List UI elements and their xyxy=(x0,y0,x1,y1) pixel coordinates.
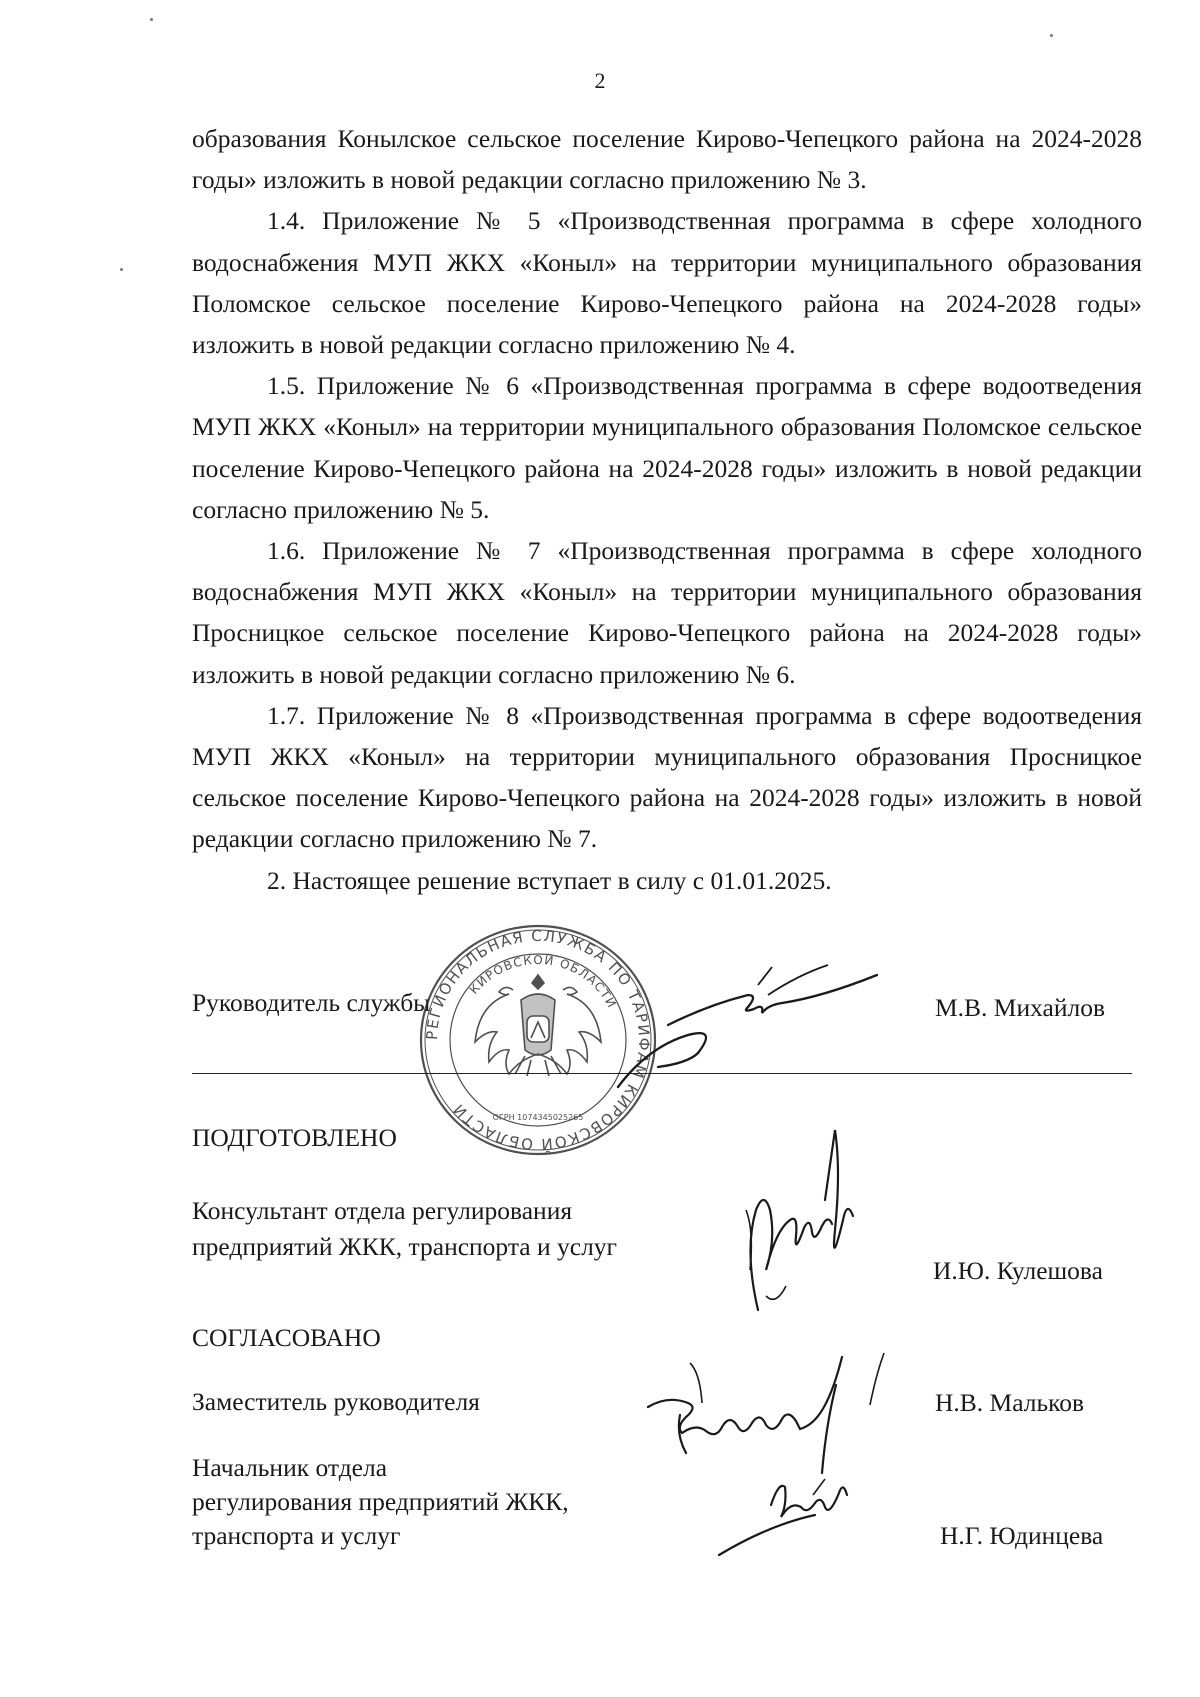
chief-signature xyxy=(715,1475,875,1560)
chief-name: Н.Г. Юдинцева xyxy=(940,1521,1104,1550)
page-number: 2 xyxy=(594,68,606,93)
deputy-title: Заместитель руководителя xyxy=(192,1387,480,1416)
chief-title-line2: регулирования предприятий ЖКК, xyxy=(192,1487,569,1516)
agreed-heading: СОГЛАСОВАНО xyxy=(192,1323,381,1352)
paragraph-1-5: 1.5. Приложение № 6 «Производственная программа в сфере водоотведения МУП ЖКХ «Коныл» на территории муниципального образования Поломское сельское поселение Кирово-Чепецкого района на 2024-2028 годы» изложить в новой редакции согласно приложению № 5. xyxy=(192,371,1142,524)
head-signature xyxy=(608,955,898,1095)
prepared-name: И.Ю. Кулешова xyxy=(933,1256,1103,1285)
seal-inner-text: КИРОВСКОЙ ОБЛАСТИ xyxy=(466,952,620,1011)
head-title: Руководитель службы xyxy=(192,988,431,1017)
prepared-title-line1: Консультант отдела регулирования xyxy=(192,1196,573,1225)
prepared-heading: ПОДГОТОВЛЕНО xyxy=(192,1123,397,1152)
chief-title-line3: транспорта и услуг xyxy=(192,1521,401,1550)
prepared-title-line2: предприятий ЖКК, транспорта и услуг xyxy=(192,1232,618,1261)
chief-title-line1: Начальник отдела xyxy=(192,1453,388,1482)
deputy-name: Н.В. Мальков xyxy=(935,1388,1085,1417)
head-name: М.В. Михайлов xyxy=(935,993,1106,1022)
paragraph-1-7: 1.7. Приложение № 8 «Производственная программа в сфере водоотведения МУП ЖКХ «Коныл» на территории муниципального образования Просницкое сельское поселение Кирово-Чепецкого района на 2024-2028 годы» изложить в новой редакции согласно приложению № 7. xyxy=(192,700,1142,854)
paragraph-continuation: образования Конылское сельское поселение Кирово-Чепецкого района на 2024-2028 годы» изложить в новой редакции согласно приложению № 3. xyxy=(192,124,1142,195)
scan-speck xyxy=(150,18,153,21)
seal-number-text: ОГРН 1074345025265 xyxy=(492,1113,584,1122)
coat-of-arms-eagle-icon xyxy=(475,975,601,1076)
scan-speck xyxy=(1050,34,1053,37)
paragraph-1-6: 1.6. Приложение № 7 «Производственная программа в сфере холодного водоснабжения МУП ЖКХ «Коныл» на территории муниципального образования Просницкое сельское поселение Кирово-Чепецкого района на 2024-2028 годы» изложить в новой редакции согласно приложению № 6. xyxy=(192,536,1142,689)
prepared-signature xyxy=(730,1120,870,1330)
deputy-signature xyxy=(640,1345,900,1475)
body-text xyxy=(192,118,1142,901)
paragraph-1-4: 1.4. Приложение № 5 «Производственная программа в сфере холодного водоснабжения МУП ЖКХ «Коныл» на территории муниципального образования Поломское сельское поселение Кирово-Чепецкого района на 2024-2028 годы» изложить в новой редакции согласно приложению № 4. xyxy=(192,206,1142,360)
paragraph-2-effective-date: 2. Настоящее решение вступает в силу с 01.01.2025. xyxy=(267,865,832,895)
scan-speck xyxy=(120,268,123,271)
seal-outer-text: РЕГИОНАЛЬНАЯ СЛУЖБА ПО ТАРИФАМ КИРОВСКОЙ ОБЛАСТИ xyxy=(422,926,654,1154)
